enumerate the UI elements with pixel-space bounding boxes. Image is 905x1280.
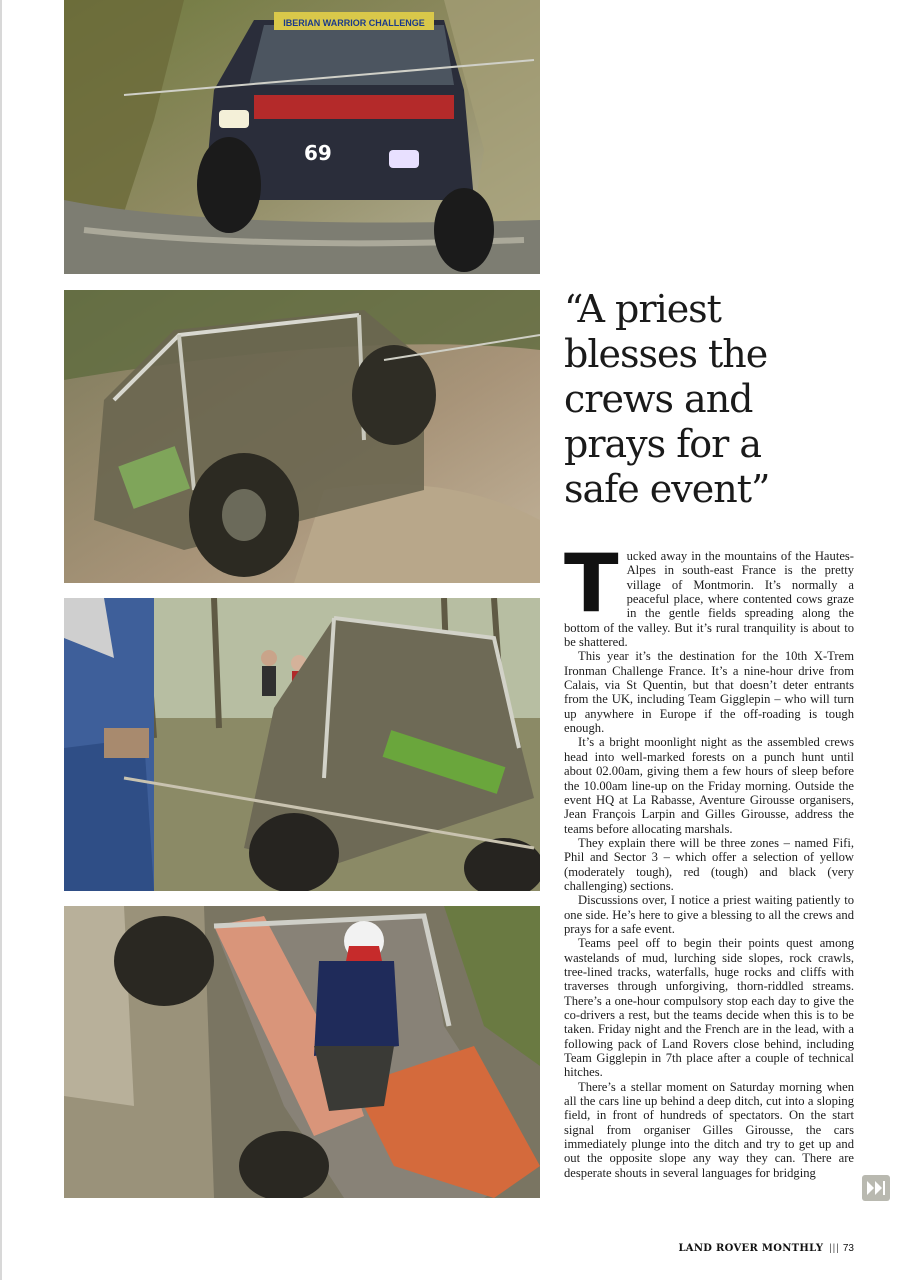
continue-arrow-svg <box>862 1175 890 1201</box>
page-footer <box>678 1243 854 1254</box>
article-paragraph: Teams peel off to begin their points quest among wastelands of mud, lurching side slopes, rock crawls, tree-lined tracks, waterfalls, huge rocks and cliffs with traverses through unforgiving, thorn-riddled streams. There’s a one-hour compulsory stop each day to give the co-drivers a rest, but the teams decide when this is to be taken. Friday night and the French are in the lead, with a following pack of Land Rovers close behind, including Team Gigglepin in 7th place after a couple of technical hitches. <box>564 936 854 1080</box>
magazine-name: LAND ROVER MONTHLY <box>678 1243 824 1254</box>
photo-1-plate: 69 <box>304 141 332 165</box>
photo-muddy-buggy-slope <box>64 290 540 583</box>
drop-cap: T <box>564 537 619 630</box>
photo-3-image <box>64 598 540 891</box>
photo-4-image <box>64 906 540 1198</box>
page-number: 73 <box>842 1243 854 1254</box>
article-paragraph: They explain there will be three zones – named Fifi, Phil and Sector 3 – which offer a selection of yellow (moderately tough), red (tough) and black (very challenging) sections. <box>564 835 854 893</box>
photo-1-image <box>64 0 540 274</box>
article-paragraph-text: ucked away in the mountains of the Hautes-Alpes in south-east France is the pretty village of Montmorin. It’s normally a peaceful place, where contented cows graze in the gentle fields spreading along the bottom of the valley. But it’s rural tranquility is about to be shattered. <box>564 549 854 650</box>
double-chevron-right-icon[interactable] <box>862 1175 890 1201</box>
article-paragraph: It’s a bright moonlight night as the assembled crews head into well-marked forests on a punch hunt until about 02.00am, giving them a few hours of sleep before the 10.00am line-up on the Friday morning. Outside the event HQ at La Rabasse, Aventure Girousse organisers, Jean François Larpin and Gilles Girousse, address the teams before allocating marshals. <box>564 735 854 836</box>
photo-truck-69-stream <box>64 0 540 274</box>
photo-green-buggy-forest <box>64 598 540 891</box>
photo-2-image <box>64 290 540 583</box>
footer-separator: ||| <box>829 1243 840 1254</box>
pull-quote-line: “A priest <box>564 287 721 331</box>
photo-1-banner-text: IBERIAN WARRIOR CHALLENGE <box>283 18 425 28</box>
article-paragraph: This year it’s the destination for the 10th X-Trem Ironman Challenge France. It’s a nine-hour drive from Calais, via St Quentin, but that doesn’t deter entrants from the UK, including Team Gigglepin – who will turn up anywhere in Europe if the off-roading is tough enough. <box>564 649 854 736</box>
pull-quote-line: prays for a <box>564 422 762 466</box>
article-paragraph <box>564 537 854 650</box>
article-body <box>564 537 854 1180</box>
article-paragraph: Discussions over, I notice a priest waiting patiently to one side. He’s here to give a blessing to all the crews and prays for a safe event. <box>564 893 854 936</box>
article-paragraph: There’s a stellar moment on Saturday morning when all the cars line up behind a deep ditch, cut into a sloping field, in front of hundreds of spectators. On the start signal from organiser Gilles Girousse, the cars immediately plunge into the ditch and try to get up and out the opposite slope any way they can. There are desperate shouts in several languages for bridging <box>564 1079 854 1180</box>
pull-quote-line: blesses the <box>564 332 768 376</box>
pull-quote-line: crews and <box>564 377 753 421</box>
pull-quote-line: safe event” <box>564 467 770 511</box>
pull-quote <box>564 287 864 512</box>
photo-orange-buggy-rocks <box>64 906 540 1198</box>
page-edge <box>0 0 2 1280</box>
